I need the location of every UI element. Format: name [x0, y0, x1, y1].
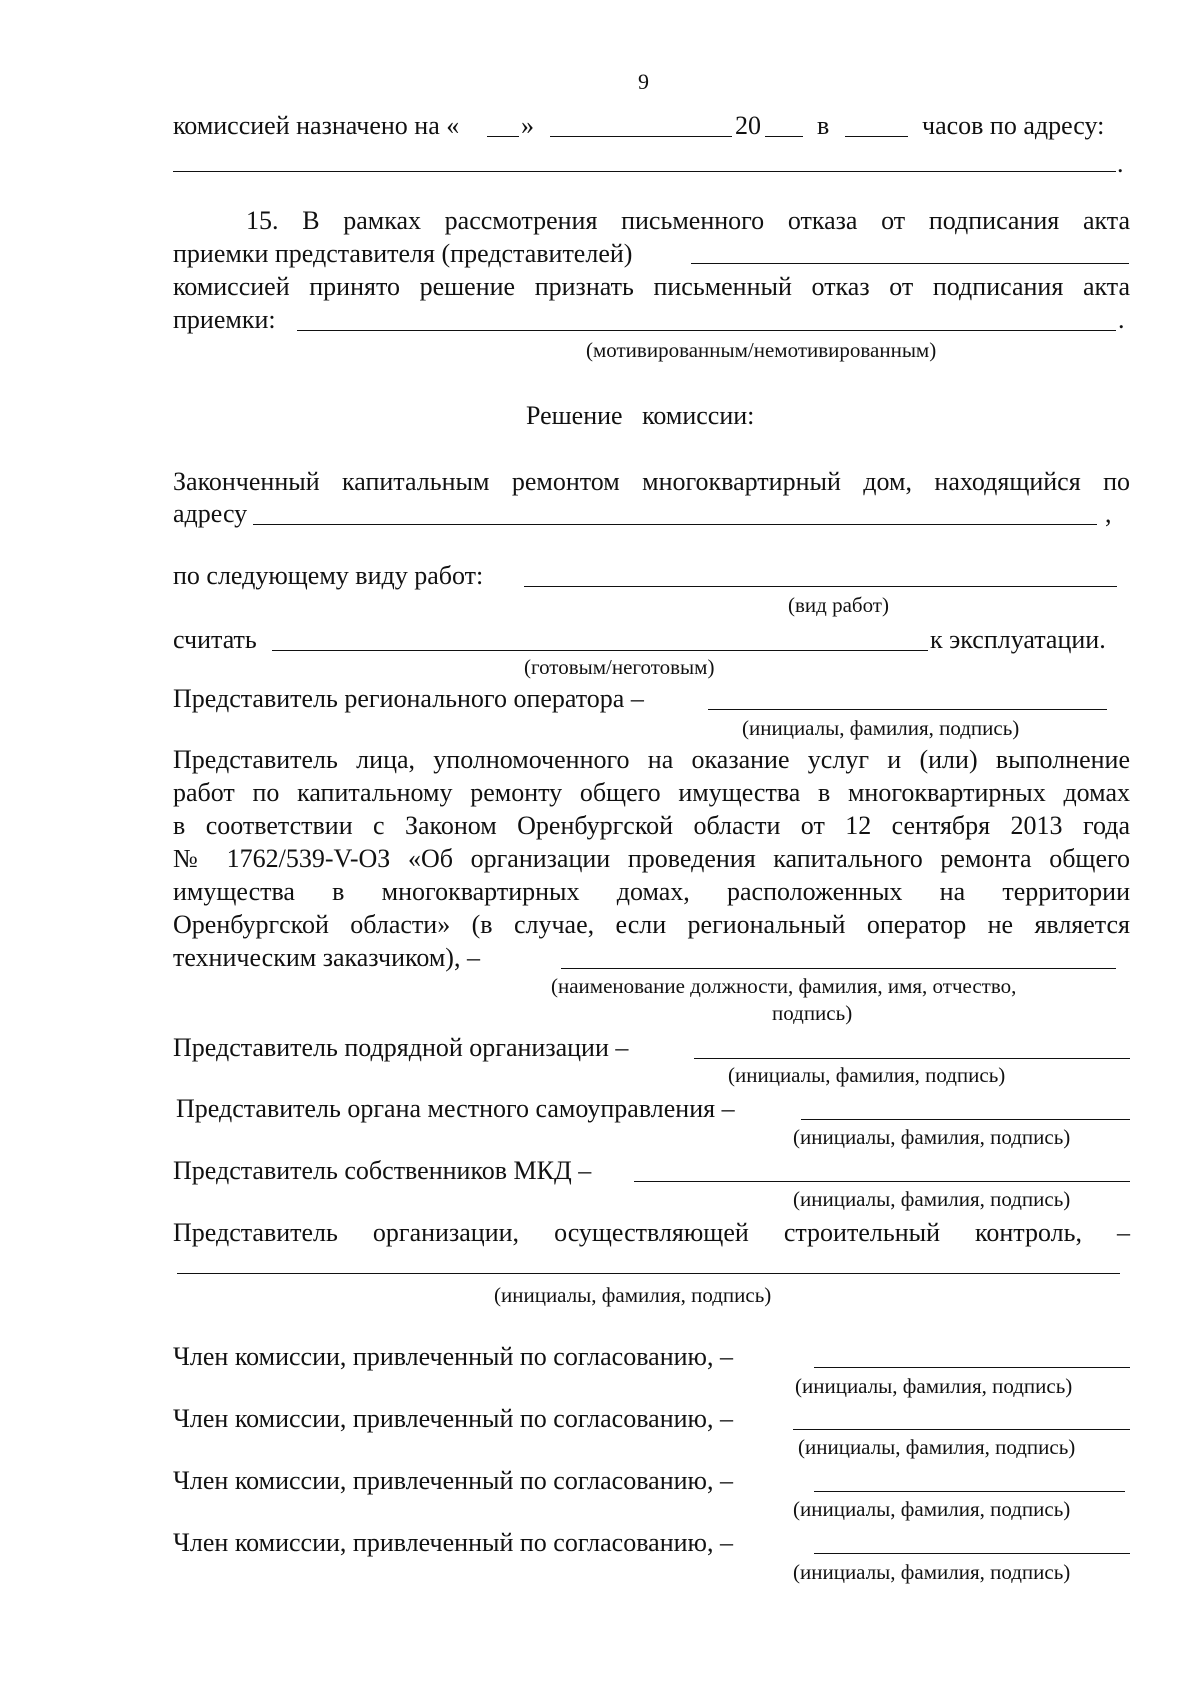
owners-caption: (инициалы, фамилия, подпись): [793, 1187, 1071, 1211]
contractor-caption: (инициалы, фамилия, подпись): [728, 1063, 1006, 1087]
consider-end: к эксплуатации.: [930, 625, 1106, 654]
decision-heading: Решение комиссии:: [526, 401, 755, 430]
year-blank[interactable]: [765, 136, 803, 137]
schedule-text-2: »: [521, 111, 534, 140]
construction-control-label: Представитель организации, осуществляющей строительный контроль, –: [173, 1218, 1130, 1247]
member-caption-4: (инициалы, фамилия, подпись): [793, 1560, 1071, 1584]
works-blank[interactable]: [524, 586, 1117, 587]
refusal-decision-caption: (мотивированным/немотивированным): [586, 338, 937, 362]
address-end: .: [1117, 149, 1124, 178]
authorized-line-7: техническим заказчиком), –: [173, 943, 480, 972]
refusal-decision-blank[interactable]: [297, 330, 1116, 331]
works-caption: (вид работ): [788, 593, 889, 617]
authorized-line-2: работ по капитальному ремонту общего имущества в многоквартирных домах: [173, 778, 1130, 807]
local-government-caption: (инициалы, фамилия, подпись): [793, 1125, 1071, 1149]
regional-operator-caption: (инициалы, фамилия, подпись): [742, 716, 1020, 740]
member-blank-2[interactable]: [793, 1429, 1130, 1430]
decision-line1: Законченный капитальным ремонтом многоквартирный дом, находящийся по: [173, 467, 1130, 496]
local-government-blank[interactable]: [801, 1119, 1130, 1120]
item15-line1: 15. В рамках рассмотрения письменного отказа от подписания акта: [246, 206, 1130, 235]
member-label-1: Член комиссии, привлеченный по согласованию, –: [173, 1342, 733, 1371]
schedule-text-4: в: [817, 111, 830, 140]
construction-control-blank[interactable]: [177, 1273, 1120, 1274]
authorized-line-4: № 1762/539-V-ОЗ «Об организации проведения капитального ремонта общего: [173, 844, 1130, 873]
construction-control-caption: (инициалы, фамилия, подпись): [494, 1283, 772, 1307]
member-blank-1[interactable]: [814, 1367, 1130, 1368]
hour-blank[interactable]: [845, 136, 908, 137]
contractor-label: Представитель подрядной организации –: [173, 1033, 629, 1062]
authorized-caption-1: (наименование должности, фамилия, имя, отчество,: [551, 974, 1017, 998]
member-label-4: Член комиссии, привлеченный по согласованию, –: [173, 1528, 733, 1557]
member-label-3: Член комиссии, привлеченный по согласованию, –: [173, 1466, 733, 1495]
item15-line2: приемки представителя (представителей): [173, 239, 633, 268]
owners-blank[interactable]: [634, 1181, 1130, 1182]
authorized-blank[interactable]: [561, 968, 1116, 969]
month-blank[interactable]: [550, 136, 732, 137]
day-blank[interactable]: [487, 136, 519, 137]
representative-blank[interactable]: [691, 263, 1129, 264]
authorized-line-3: в соответствии с Законом Оренбургской области от 12 сентября 2013 года: [173, 811, 1130, 840]
works-label: по следующему виду работ:: [173, 561, 484, 590]
schedule-text-3: 20: [735, 111, 761, 140]
authorized-line-6: Оренбургской области» (в случае, если региональный оператор не является: [173, 910, 1130, 939]
item15-line4-end: .: [1118, 305, 1125, 334]
consider-label: считать: [173, 625, 257, 654]
member-blank-4[interactable]: [814, 1553, 1130, 1554]
item15-line3: комиссией принято решение признать письменный отказ от подписания акта: [173, 272, 1130, 301]
page-number: 9: [638, 69, 649, 94]
authorized-line-5: имущества в многоквартирных домах, расположенных на территории: [173, 877, 1130, 906]
regional-operator-label: Представитель регионального оператора –: [173, 684, 644, 713]
local-government-label: Представитель органа местного самоуправления –: [176, 1094, 735, 1123]
ready-blank[interactable]: [272, 650, 928, 651]
member-caption-1: (инициалы, фамилия, подпись): [795, 1374, 1073, 1398]
member-blank-3[interactable]: [814, 1491, 1125, 1492]
decision-line2: адресу: [173, 499, 248, 528]
address-blank[interactable]: [173, 171, 1116, 172]
member-caption-3: (инициалы, фамилия, подпись): [793, 1497, 1071, 1521]
decision-line2-end: ,: [1105, 499, 1112, 528]
house-address-blank[interactable]: [253, 524, 1097, 525]
member-label-2: Член комиссии, привлеченный по согласованию, –: [173, 1404, 733, 1433]
contractor-blank[interactable]: [694, 1058, 1130, 1059]
authorized-line-1: Представитель лица, уполномоченного на оказание услуг и (или) выполнение: [173, 745, 1130, 774]
member-caption-2: (инициалы, фамилия, подпись): [798, 1435, 1076, 1459]
owners-label: Представитель собственников МКД –: [173, 1156, 592, 1185]
schedule-text-1: комиссией назначено на «: [173, 111, 460, 140]
schedule-text-5: часов по адресу:: [922, 111, 1105, 140]
authorized-caption-2: подпись): [772, 1001, 853, 1025]
regional-operator-blank[interactable]: [708, 709, 1107, 710]
ready-caption: (готовым/неготовым): [524, 655, 715, 679]
item15-line4: приемки:: [173, 305, 276, 334]
